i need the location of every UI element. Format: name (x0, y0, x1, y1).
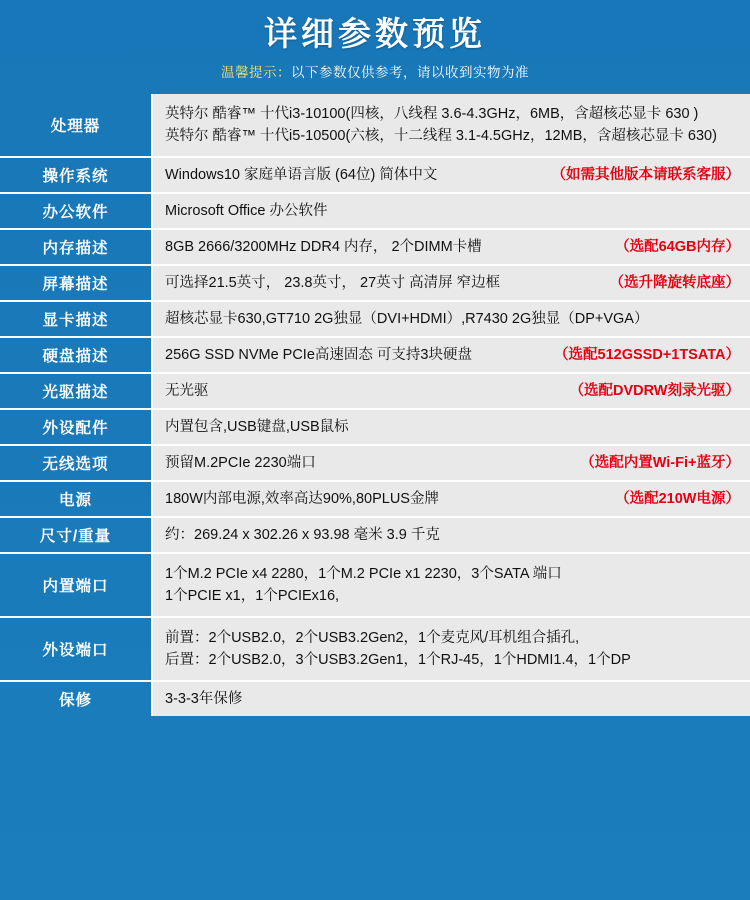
spec-value-text: 预留M.2PCIe 2230端口 (165, 455, 316, 471)
spec-value-line (165, 649, 750, 671)
spec-option-note: （选配内置Wi-Fi+蓝牙） (580, 455, 740, 471)
spec-value (152, 445, 750, 481)
spec-value-line (165, 125, 750, 147)
spec-value-text: 后置：2个USB2.0，3个USB3.2Gen1，1个RJ-45，1个HDMI1.4，1个DP (165, 652, 631, 668)
spec-value-text: 256G SSD NVMe PCIe高速固态 可支持3块硬盘 (165, 347, 472, 363)
spec-value (152, 481, 750, 517)
spec-value-text: 前置：2个USB2.0，2个USB3.2Gen2，1个麦克风/耳机组合插孔, (165, 630, 580, 646)
tip-label: 温馨提示： (221, 65, 291, 80)
spec-value (152, 409, 750, 445)
spec-label: 屏幕描述 (0, 265, 152, 301)
spec-value-line (165, 452, 750, 474)
spec-label: 硬盘描述 (0, 337, 152, 373)
spec-value-line (165, 344, 750, 366)
spec-option-note: （如需其他版本请联系客服） (551, 167, 740, 183)
table-row (0, 517, 750, 553)
spec-option-note: （选升降旋转底座） (609, 275, 740, 291)
spec-label: 保修 (0, 681, 152, 716)
spec-value-text: 180W内部电源,效率高达90%,80PLUS金牌 (165, 491, 439, 507)
spec-value-text: 3-3-3年保修 (165, 691, 243, 707)
table-row (0, 553, 750, 617)
table-row (0, 193, 750, 229)
spec-label: 外设配件 (0, 409, 152, 445)
table-row (0, 265, 750, 301)
spec-label: 尺寸/重量 (0, 517, 152, 553)
spec-option-note: （选配64GB内存） (615, 239, 740, 255)
spec-value-line (165, 236, 750, 258)
spec-value-line (165, 103, 750, 125)
spec-value (152, 265, 750, 301)
spec-value-line (165, 308, 750, 330)
table-row (0, 617, 750, 681)
spec-value-line (165, 585, 750, 607)
page-title: 详细参数预览 (264, 15, 486, 52)
table-row (0, 409, 750, 445)
spec-value-text: Microsoft Office 办公软件 (165, 203, 328, 219)
spec-value-line (165, 200, 750, 222)
spec-value (152, 337, 750, 373)
spec-value (152, 373, 750, 409)
spec-value-line (165, 380, 750, 402)
table-row (0, 373, 750, 409)
spec-value-line (165, 563, 750, 585)
spec-table (0, 94, 750, 716)
spec-label: 内置端口 (0, 553, 152, 617)
spec-value-line (165, 164, 750, 186)
table-row (0, 301, 750, 337)
spec-option-note: （选配210W电源） (615, 491, 740, 507)
spec-label: 外设端口 (0, 617, 152, 681)
spec-label: 内存描述 (0, 229, 152, 265)
spec-value-text: 无光驱 (165, 383, 209, 399)
spec-value-text: Windows10 家庭单语言版 (64位) 简体中文 (165, 167, 438, 183)
spec-label: 处理器 (0, 94, 152, 157)
table-row (0, 229, 750, 265)
table-row (0, 157, 750, 193)
spec-value (152, 617, 750, 681)
table-row (0, 94, 750, 157)
spec-value-text: 1个PCIE x1，1个PCIEx16, (165, 588, 340, 604)
spec-value-line (165, 272, 750, 294)
spec-value (152, 681, 750, 716)
spec-label: 光驱描述 (0, 373, 152, 409)
spec-value-line (165, 627, 750, 649)
spec-value-text: 英特尔 酷睿™ 十代i3-10100(四核，八线程 3.6-4.3GHz，6MB，含超核芯显卡 630 ) (165, 106, 699, 122)
spec-label: 无线选项 (0, 445, 152, 481)
spec-value-text: 约：269.24 x 302.26 x 93.98 毫米 3.9 千克 (165, 527, 440, 543)
tip-text: 以下参数仅供参考，请以收到实物为准 (291, 65, 529, 80)
spec-label: 显卡描述 (0, 301, 152, 337)
spec-label: 电源 (0, 481, 152, 517)
spec-value-line (165, 488, 750, 510)
spec-value (152, 301, 750, 337)
spec-label: 操作系统 (0, 157, 152, 193)
table-row (0, 681, 750, 716)
spec-value (152, 517, 750, 553)
spec-option-note: （选配DVDRW刻录光驱） (569, 383, 740, 399)
spec-value-line (165, 416, 750, 438)
spec-value-text: 8GB 2666/3200MHz DDR4 内存， 2个DIMM卡槽 (165, 239, 482, 255)
spec-value-text: 可选择21.5英寸， 23.8英寸， 27英寸 高清屏 窄边框 (165, 275, 501, 291)
spec-label: 办公软件 (0, 193, 152, 229)
spec-value (152, 94, 750, 157)
spec-value-text: 超核芯显卡630,GT710 2G独显（DVI+HDMI）,R7430 2G独显（DP+VGA） (165, 311, 649, 327)
table-row (0, 481, 750, 517)
spec-value-line (165, 524, 750, 546)
spec-option-note: （选配512GSSD+1TSATA） (554, 347, 740, 363)
table-row (0, 337, 750, 373)
spec-value (152, 157, 750, 193)
table-row (0, 445, 750, 481)
page-header (0, 0, 750, 82)
spec-value (152, 229, 750, 265)
page-subtitle (0, 64, 750, 82)
spec-value-text: 内置包含,USB键盘,USB鼠标 (165, 419, 349, 435)
spec-value (152, 553, 750, 617)
spec-value-text: 1个M.2 PCIe x4 2280，1个M.2 PCIe x1 2230，3个SATA 端口 (165, 566, 562, 582)
spec-value-line (165, 688, 750, 710)
spec-value (152, 193, 750, 229)
spec-value-text: 英特尔 酷睿™ 十代i5-10500(六核，十二线程 3.1-4.5GHz，12MB，含超核芯显卡 630) (165, 128, 717, 144)
